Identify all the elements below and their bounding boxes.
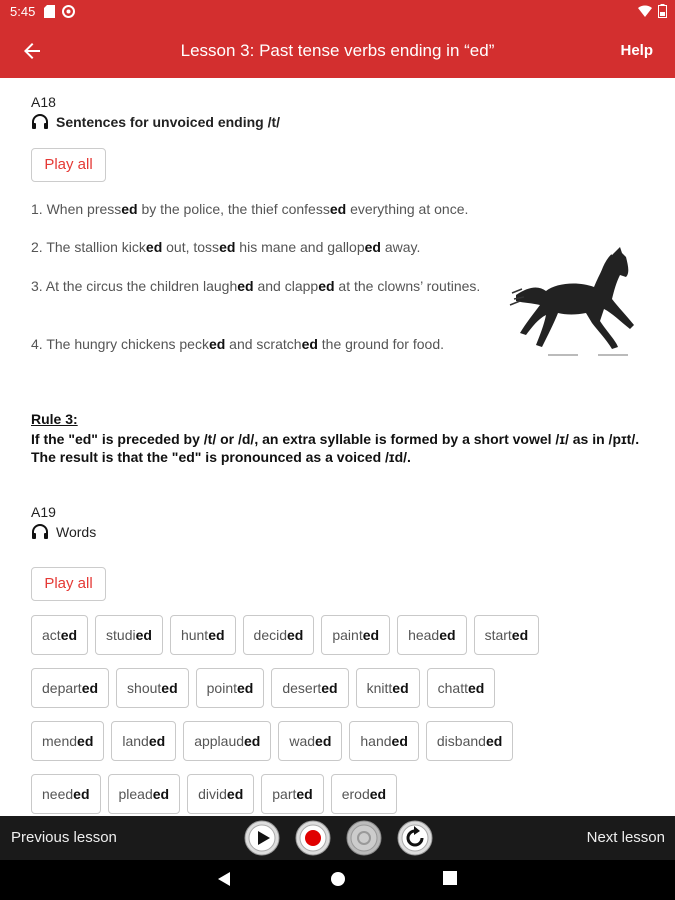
play-all-button-a18[interactable]: Play all xyxy=(31,148,106,182)
rule-label: Rule 3: xyxy=(31,411,78,427)
sentence-3[interactable]: 3. At the circus the children laughed and clapped at the clowns’ routines. xyxy=(31,278,481,294)
play-all-button-a19[interactable]: Play all xyxy=(31,567,106,601)
word-chip[interactable]: mended xyxy=(31,721,104,761)
word-row-4 xyxy=(31,774,397,814)
word-chip[interactable]: acted xyxy=(31,615,88,655)
section-heading-text: Sentences for unvoiced ending /t/ xyxy=(56,114,281,130)
previous-lesson-button[interactable]: Previous lesson xyxy=(11,829,117,846)
word-chip[interactable]: chatted xyxy=(427,668,496,708)
word-chip[interactable]: waded xyxy=(278,721,342,761)
sd-card-icon xyxy=(44,5,55,18)
section-heading-a19[interactable] xyxy=(31,524,96,540)
replay-icon[interactable] xyxy=(397,820,433,856)
word-chip[interactable]: hunted xyxy=(170,615,236,655)
stallion-illustration xyxy=(508,243,643,363)
notification-icon xyxy=(62,5,75,18)
battery-icon xyxy=(658,4,667,18)
word-chip[interactable]: applauded xyxy=(183,721,271,761)
playback-recording-icon[interactable] xyxy=(346,820,382,856)
record-icon[interactable] xyxy=(295,820,331,856)
sentence-1[interactable]: 1. When pressed by the police, the thief confessed everything at once. xyxy=(31,201,469,217)
word-chip[interactable]: decided xyxy=(243,615,315,655)
word-chip[interactable]: landed xyxy=(111,721,176,761)
section-heading-a18[interactable] xyxy=(31,114,280,130)
word-chip[interactable]: pleaded xyxy=(108,774,181,814)
section-id-a19: A19 xyxy=(31,504,56,520)
lesson-content[interactable] xyxy=(0,78,675,816)
app-bar xyxy=(0,24,675,78)
wifi-icon xyxy=(638,5,652,17)
word-chip[interactable]: handed xyxy=(349,721,419,761)
word-chip[interactable]: started xyxy=(474,615,540,655)
page-title: Lesson 3: Past tense verbs ending in “ed” xyxy=(180,41,495,60)
headphones-icon xyxy=(31,114,49,130)
sentence-2[interactable]: 2. The stallion kicked out, tossed his mane and galloped away. xyxy=(31,239,421,255)
recents-square-icon[interactable] xyxy=(443,871,457,885)
word-chip[interactable]: knitted xyxy=(356,668,420,708)
word-row-2 xyxy=(31,668,495,708)
home-circle-icon[interactable] xyxy=(330,871,346,887)
headphones-icon xyxy=(31,524,49,540)
word-chip[interactable]: divided xyxy=(187,774,254,814)
word-chip[interactable]: painted xyxy=(321,615,390,655)
word-row-1 xyxy=(31,615,539,655)
word-chip[interactable]: studied xyxy=(95,615,163,655)
word-chip[interactable]: headed xyxy=(397,615,467,655)
section-heading-text: Words xyxy=(56,524,97,540)
back-triangle-icon[interactable] xyxy=(217,871,231,887)
next-lesson-button[interactable]: Next lesson xyxy=(586,829,665,846)
word-chip[interactable]: shouted xyxy=(116,668,189,708)
section-id-a18: A18 xyxy=(31,94,56,110)
rule-text: If the "ed" is preceded by /t/ or /d/, an extra syllable is formed by a short vowel /ɪ/ as in /pɪt/. The result is that the "ed" is pronounced as a voiced /ɪd/. xyxy=(31,431,640,465)
word-chip[interactable]: departed xyxy=(31,668,109,708)
word-row-3 xyxy=(31,721,513,761)
system-nav-bar xyxy=(0,860,675,900)
status-time: 5:45 xyxy=(10,4,36,19)
help-button[interactable]: Help xyxy=(620,42,653,59)
word-chip[interactable]: needed xyxy=(31,774,101,814)
status-bar xyxy=(0,0,675,24)
play-icon[interactable] xyxy=(244,820,280,856)
word-chip[interactable]: deserted xyxy=(271,668,348,708)
word-chip[interactable]: pointed xyxy=(196,668,265,708)
word-chip[interactable]: eroded xyxy=(331,774,397,814)
sentence-4[interactable]: 4. The hungry chickens pecked and scratched the ground for food. xyxy=(31,336,444,352)
word-chip[interactable]: parted xyxy=(261,774,323,814)
bottom-bar xyxy=(0,816,675,860)
word-chip[interactable]: disbanded xyxy=(426,721,513,761)
